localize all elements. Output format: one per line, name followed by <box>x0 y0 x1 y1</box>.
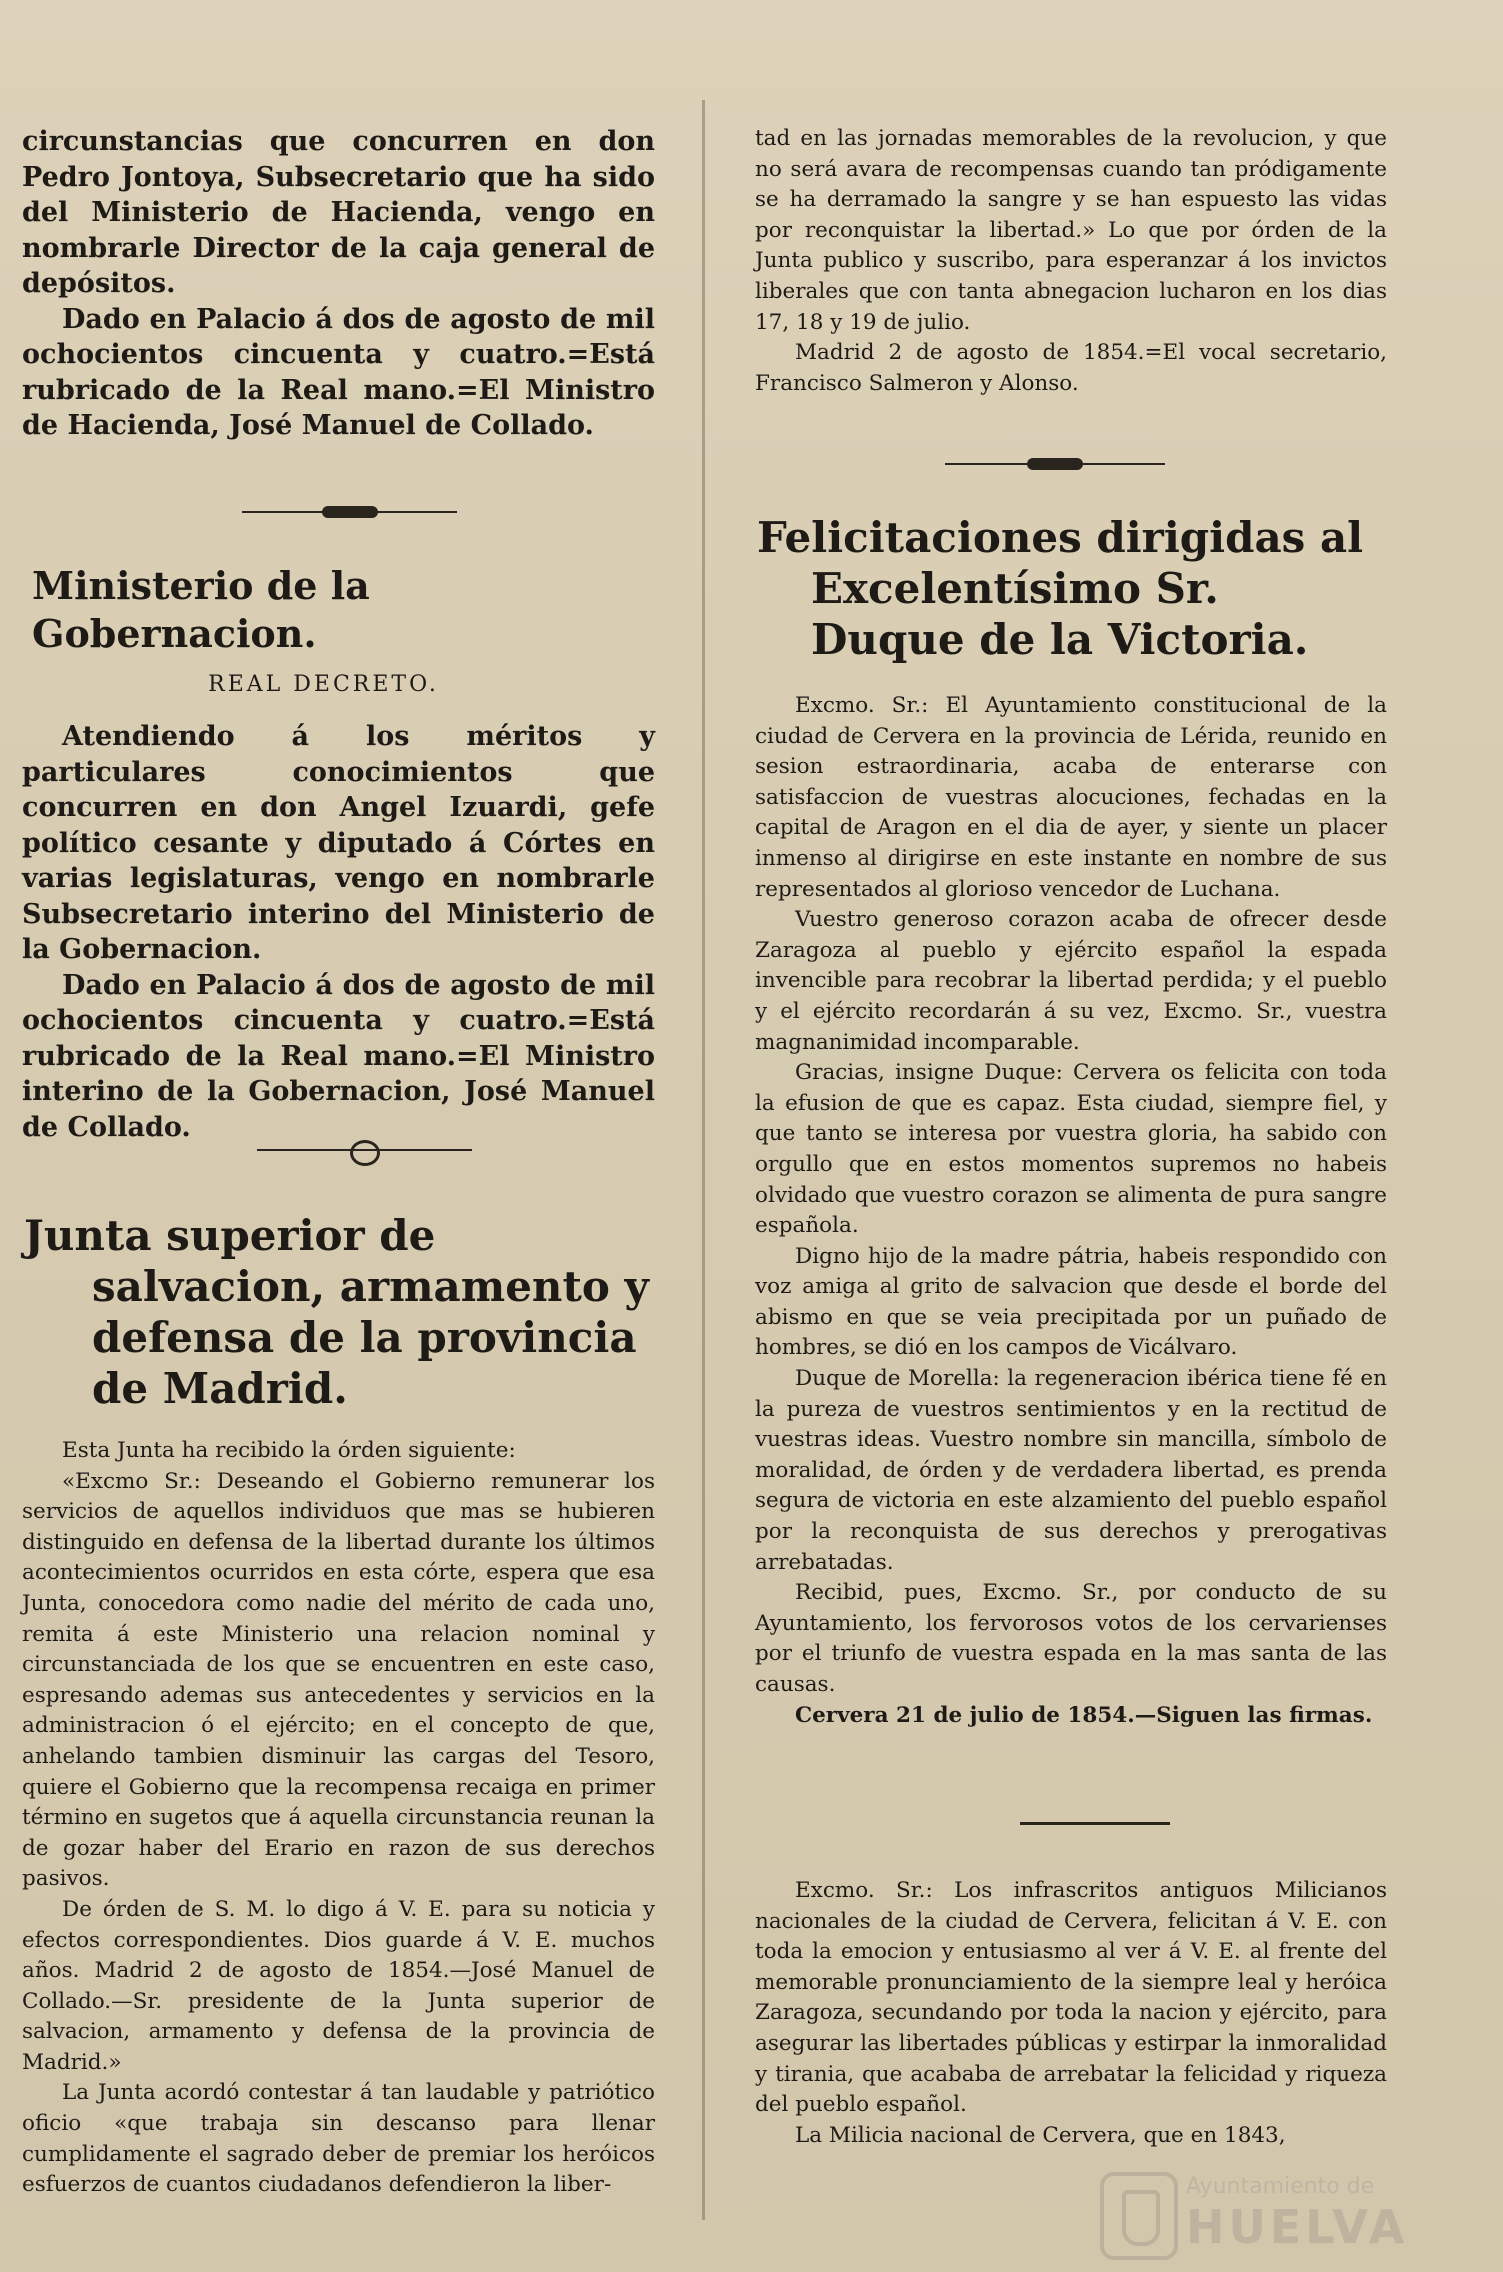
gob-para-2: Dado en Palacio á dos de agosto de mil ochocientos cincuenta y cuatro.=Está rubricado de la Real mano.=El Ministro interino de la Gobernacion, José Manuel de Collado. <box>22 969 655 1143</box>
ornament-divider-1 <box>242 500 457 524</box>
watermark-logo-icon <box>1100 2172 1178 2260</box>
gob-title: Ministerio de la Gobernacion. <box>32 563 370 656</box>
fel-signature: Cervera 21 de julio de 1854.—Siguen las firmas. <box>795 1702 1373 1728</box>
watermark-line-1: Ayuntamiento de <box>1186 2174 1375 2199</box>
fel-title: Felicitaciones dirigidas al Excelentísimo Sr. Duque de la Victoria. <box>757 513 1364 664</box>
right-intro-para-2: Madrid 2 de agosto de 1854.=El vocal secretario, Francisco Salmeron y Alonso. <box>755 340 1387 396</box>
fel-section <box>755 512 1387 1731</box>
junta-para-4: La Junta acordó contestar á tan laudable y patriótico oficio «que trabaja sin descanso para llenar cumplidamente el sagrado deber de premiar los heróicos esfuerzos de cuantos ciudadanos defendieron la liber- <box>22 2080 655 2198</box>
ornament-divider-3 <box>945 452 1165 476</box>
junta-para-2: «Excmo Sr.: Deseando el Gobierno remunerar los servicios de aquellos individuos que mas se hubieren distinguido en defensa de la libertad durante los últimos acontecimientos ocurridos en esta córte, espera que esa Junta, conocedora como nadie del mérito de cada uno, remita á este Ministerio una relacion nominal y circunstanciada de los que se encuentren en este caso, espresando ademas sus antecedentes y servicios en la administracion ó el ejército; en el concepto de que, anhelando tambien disminuir las cargas del Tesoro, quiere el Gobierno que la recompensa recaiga en primer término en sugetos que á aquella circunstancia reunan la de gozar haber del Erario en razon de sus derechos pasivos. <box>22 1468 655 1892</box>
milicia-para-2: La Milicia nacional de Cervera, que en 1843, <box>795 2122 1286 2148</box>
gob-para-1: Atendiendo á los méritos y particulares conocimientos que concurren en don Angel Izuardi, gefe político cesante y diputado á Córtes en varias legislaturas, vengo en nombrarle Subsecretario interino del Ministerio de la Gobernacion. <box>22 721 655 965</box>
column-divider <box>702 100 705 2220</box>
milicia-section <box>755 1876 1387 2151</box>
fel-para-5: Duque de Morella: la regeneracion ibérica tiene fé en la pureza de vuestros sentimientos y en la rectitud de vuestras ideas. Vuestro nombre sin mancilla, símbolo de moralidad, de órden y de verdadera libertad, es prenda segura de victoria en este alzamiento del pueblo español por la reconquista de sus derechos y prerogativas arrebatadas. <box>755 1366 1387 1575</box>
watermark <box>1100 2168 1420 2258</box>
fel-para-1: Excmo. Sr.: El Ayuntamiento constitucional de la ciudad de Cervera en la provincia de Lérida, reunido en sesion estraordinaria, acaba de enterarse con satisfaccion de vuestras alocuciones, fechadas en la capital de Aragon en el dia de ayer, y siente un placer inmenso al dirigirse en este instante en nombre de sus representados al glorioso vencedor de Luchana. <box>755 693 1387 902</box>
fel-para-4: Digno hijo de la madre pátria, habeis respondido con voz amiga al grito de salvacion que desde el borde del abismo en que se veia precipitada por un puñado de hombres, se dió en los campos de Vicálvaro. <box>755 1243 1387 1361</box>
junta-para-3: De órden de S. M. lo digo á V. E. para su noticia y efectos correspondientes. Dios guarde á V. E. muchos años. Madrid 2 de agosto de 1854.—José Manuel de Collado.—Sr. presidente de la Junta superior de salvacion, armamento y defensa de la provincia de Madrid.» <box>22 1896 655 2075</box>
milicia-para-1: Excmo. Sr.: Los infrascritos antiguos Milicianos nacionales de la ciudad de Cervera, felicitan á V. E. con toda la emocion y entusiasmo al ver á V. E. al frente del memorable pronunciamiento de la siempre leal y heróica Zaragoza, secundando por toda la nacion y ejército, para asegurar las libertades públicas y estirpar la inmoralidad y tirania, que acababa de arrebatar la felicidad y riqueza del pueblo español. <box>755 1878 1387 2118</box>
left-intro <box>22 124 655 444</box>
ornament-divider-2 <box>257 1138 472 1162</box>
watermark-line-2: HUELVA <box>1186 2200 1409 2254</box>
fel-para-3: Gracias, insigne Duque: Cervera os felicita con toda la efusion de que es capaz. Esta ciudad, siempre fiel, y que tanto se interesa por vuestra gloria, ha sabido con orgullo que en estos momentos supremos no habeis olvidado que vuestro corazon se alimenta de pura sangre española. <box>755 1060 1387 1239</box>
gob-section <box>22 562 655 1145</box>
right-intro-para-1: tad en las jornadas memorables de la revolucion, y que no será avara de recompensas cuando tan pródigamente se ha derramado la sangre y se han espuesto las vidas por reconquistar la libertad.» Lo que por órden de la Junta publico y suscribo, para esperanzar á los invictos liberales que con tanta abnegacion lucharon en los dias 17, 18 y 19 de julio. <box>755 126 1387 335</box>
fel-para-6: Recibid, pues, Excmo. Sr., por conducto de su Ayuntamiento, los fervorosos votos de los cervarienses por el triunfo de vuestra espada en la mas santa de las causas. <box>755 1580 1387 1697</box>
rule-divider <box>1020 1822 1170 1825</box>
gob-subtitle: REAL DECRETO. <box>208 672 439 697</box>
fel-para-2: Vuestro generoso corazon acaba de ofrecer desde Zaragoza al pueblo y ejército español la espada invencible para recobrar la libertad perdida; y el pueblo y el ejército recordarán á su vez, Excmo. Sr., vuestra magnanimidad incomparable. <box>755 907 1387 1055</box>
junta-para-1: Esta Junta ha recibido la órden siguiente: <box>62 1438 516 1463</box>
junta-title: Junta superior de salvacion, armamento y defensa de la provincia de Madrid. <box>24 1211 649 1413</box>
junta-section <box>22 1210 655 2201</box>
right-intro <box>755 124 1387 399</box>
left-intro-para-1: circunstancias que concurren en don Pedro Jontoya, Subsecretario que ha sido del Ministerio de Hacienda, vengo en nombrarle Director de la caja general de depósitos. <box>22 126 655 299</box>
left-intro-para-2: Dado en Palacio á dos de agosto de mil ochocientos cincuenta y cuatro.=Está rubricado de la Real mano.=El Ministro de Hacienda, José Manuel de Collado. <box>22 303 655 441</box>
